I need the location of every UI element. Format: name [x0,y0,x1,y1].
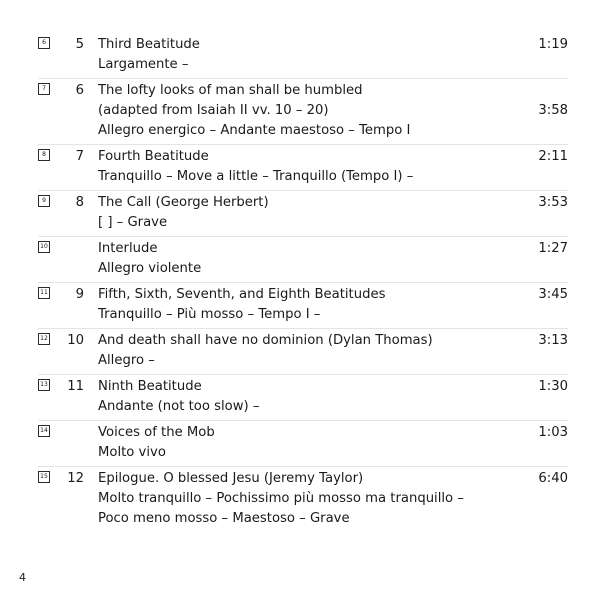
page-number: 4 [19,571,26,584]
track-duration: 1:27 [538,241,568,256]
track-number: 5 [75,37,84,52]
track-number: 8 [75,195,84,210]
track-title: The lofty looks of man shall be humbled [98,83,363,98]
cue-number-box: 8 [38,149,50,161]
track-tempo-line: [ ] – Grave [98,215,168,230]
track-duration: 3:45 [538,287,568,302]
track-description [98,81,506,141]
track-row [38,145,568,191]
track-title: Third Beatitude [98,37,200,52]
track-number: 7 [75,149,84,164]
track-tempo-line: Molto vivo [98,445,166,460]
track-tempo-line: Allegro violente [98,261,202,276]
cue-number-box: 6 [38,37,50,49]
track-row [38,237,568,283]
cue-number-box: 14 [38,425,50,437]
track-duration: 1:03 [538,425,568,440]
track-description [98,285,506,325]
track-row [38,467,568,532]
cue-number-box: 12 [38,333,50,345]
track-title: Voices of the Mob [98,425,215,440]
track-row [38,421,568,467]
cue-number-box: 13 [38,379,50,391]
track-description [98,193,506,233]
track-tempo-line: Poco meno mosso – Maestoso – Grave [98,511,350,526]
track-tempo-line: Allegro – [98,353,155,368]
track-tempo-line: Tranquillo – Move a little – Tranquillo (Tempo I) – [98,169,414,184]
track-tempo-line: Tranquillo – Più mosso – Tempo I – [98,307,321,322]
track-number: 11 [67,379,84,394]
track-duration: 1:19 [538,37,568,52]
cue-number-box: 9 [38,195,50,207]
track-description [98,377,506,417]
track-tempo-line: Molto tranquillo – Pochissimo più mosso ma tranquillo – [98,491,464,506]
track-title: Interlude [98,241,158,256]
track-row [38,191,568,237]
track-number: 9 [75,287,84,302]
track-title: And death shall have no dominion (Dylan Thomas) [98,333,433,348]
track-row [38,329,568,375]
cue-number-box: 15 [38,471,50,483]
track-duration: 6:40 [538,471,568,486]
track-description [98,423,506,463]
track-row [38,33,568,79]
track-number: 10 [67,333,84,348]
cue-number-box: 11 [38,287,50,299]
track-number: 6 [75,83,84,98]
track-description [98,239,506,279]
track-description [98,35,506,75]
cue-number-box: 10 [38,241,50,253]
cue-number-box: 7 [38,83,50,95]
track-duration: 3:53 [538,195,568,210]
track-title: Fourth Beatitude [98,149,209,164]
track-tempo-line: Andante (not too slow) – [98,399,260,414]
track-row [38,79,568,145]
track-description [98,147,506,187]
track-duration: 2:11 [538,149,568,164]
track-row [38,283,568,329]
track-title: The Call (George Herbert) [98,195,269,210]
track-number: 12 [67,471,84,486]
track-tempo-line: (adapted from Isaiah II vv. 10 – 20) [98,103,329,118]
track-duration: 1:30 [538,379,568,394]
track-title: Ninth Beatitude [98,379,202,394]
track-description [98,469,506,529]
track-description [98,331,506,371]
track-duration: 3:13 [538,333,568,348]
track-title: Fifth, Sixth, Seventh, and Eighth Beatitudes [98,287,386,302]
track-title: Epilogue. O blessed Jesu (Jeremy Taylor) [98,471,364,486]
track-row [38,375,568,421]
track-duration: 3:58 [538,103,568,118]
track-tempo-line: Allegro energico – Andante maestoso – Tempo I [98,123,411,138]
track-tempo-line: Largamente – [98,57,189,72]
track-list [38,33,568,532]
